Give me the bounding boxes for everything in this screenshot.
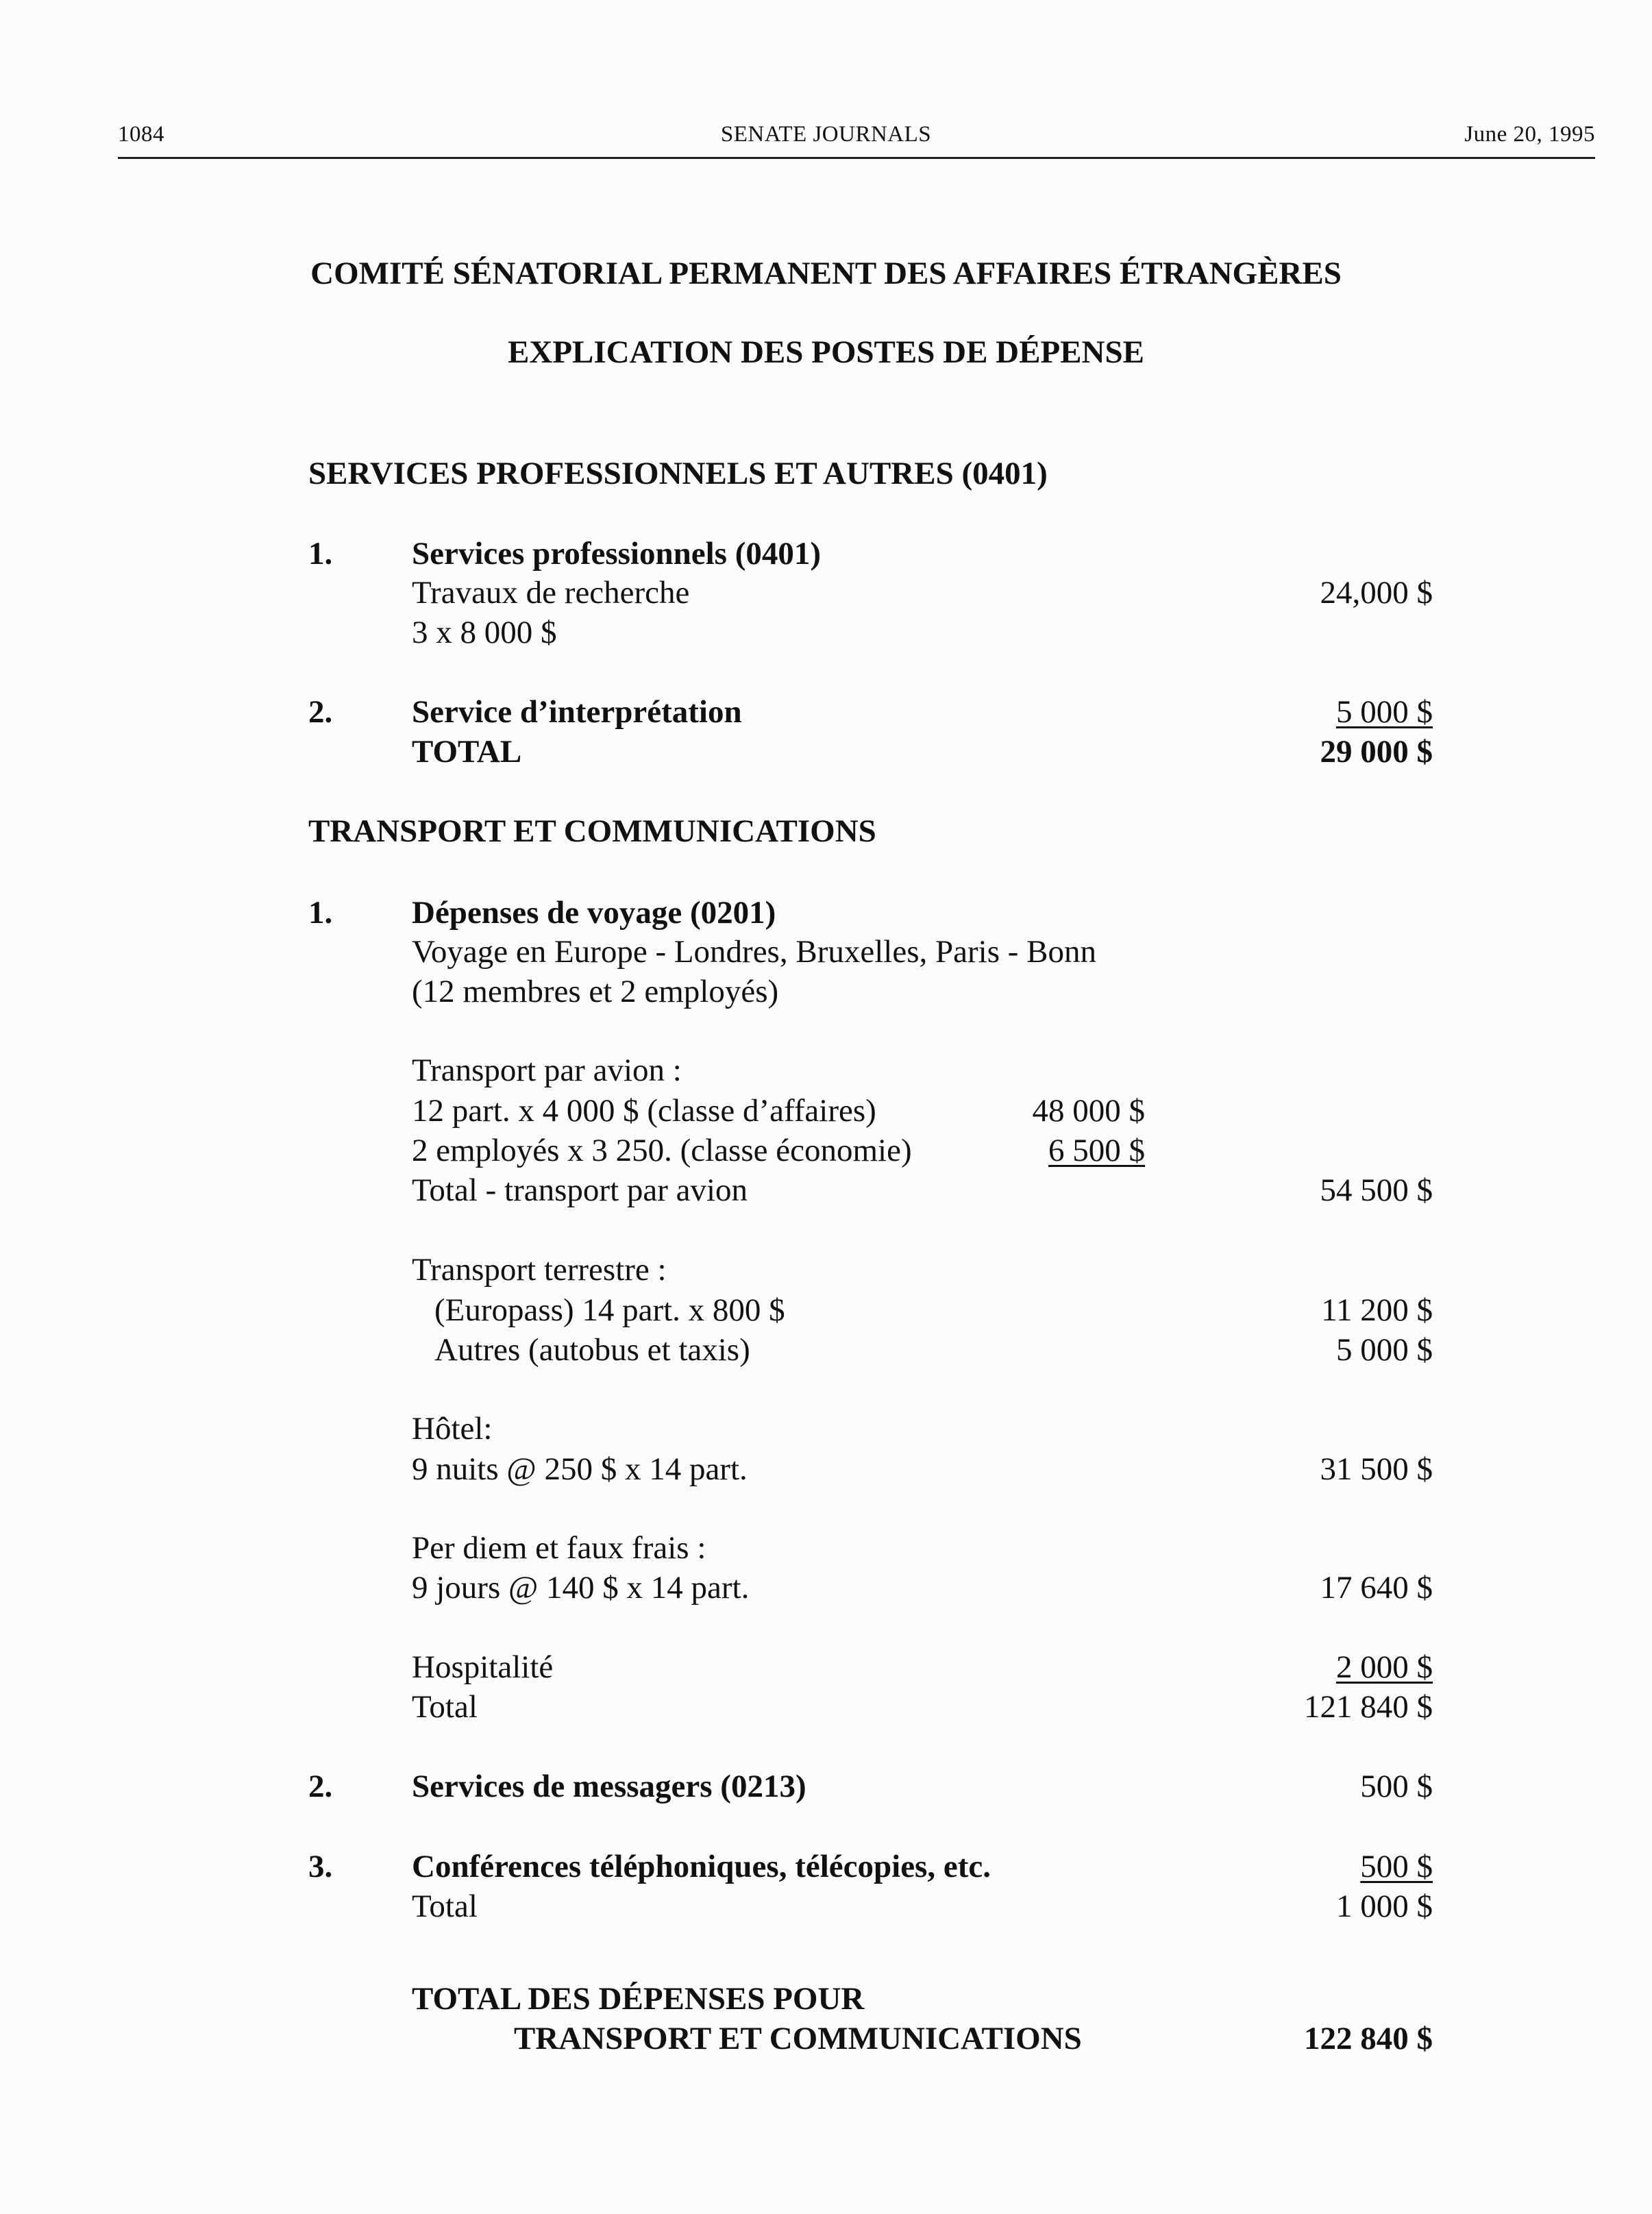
grand-total-line1: TOTAL DES DÉPENSES POUR: [412, 1981, 865, 2017]
hotel-row: 9 nuits @ 250 $ x 14 part.: [412, 1451, 748, 1487]
transport-item3-total-label: Total: [412, 1889, 478, 1924]
grand-total-amount: 122 840 $: [1304, 2021, 1433, 2056]
avion-row1: 12 part. x 4 000 $ (classe d’affaires): [412, 1093, 876, 1129]
hospitalite-label: Hospitalité: [412, 1649, 554, 1685]
transport-item1-line2: (12 membres et 2 employés): [412, 974, 779, 1009]
header-rule: [118, 157, 1595, 159]
avion-total-label: Total - transport par avion: [412, 1172, 748, 1208]
hospitalite-amount: 2 000 $: [1336, 1649, 1433, 1685]
voyage-total-label: Total: [412, 1689, 478, 1725]
services-item1-number: 1.: [308, 536, 333, 571]
avion-row1-amount: 48 000 $: [1032, 1093, 1145, 1129]
avion-row2-amount: 6 500 $: [1048, 1133, 1145, 1168]
services-item1-line2: 3 x 8 000 $: [412, 615, 557, 650]
avion-total-amount: 54 500 $: [1320, 1172, 1433, 1208]
terrestre-row1-amount: 11 200 $: [1321, 1292, 1433, 1328]
committee-title: COMITÉ SÉNATORIAL PERMANENT DES AFFAIRES ÉTRANGÈRES: [310, 256, 1342, 291]
services-item1-label: Services professionnels (0401): [412, 536, 822, 571]
hotel-amount: 31 500 $: [1320, 1451, 1433, 1487]
transport-item3-label: Conférences téléphoniques, télécopies, etc.: [412, 1849, 991, 1884]
journal-title: SENATE JOURNALS: [720, 122, 932, 147]
hotel-label: Hôtel:: [412, 1411, 493, 1447]
avion-label: Transport par avion :: [412, 1053, 682, 1088]
perdiem-row: 9 jours @ 140 $ x 14 part.: [412, 1570, 750, 1606]
transport-item3-amount: 500 $: [1360, 1849, 1433, 1884]
terrestre-label: Transport terrestre :: [412, 1252, 667, 1288]
transport-item3-total-amount: 1 000 $: [1336, 1889, 1433, 1924]
services-item1-amount: 24,000 $: [1320, 575, 1433, 611]
transport-item1-line1: Voyage en Europe - Londres, Bruxelles, Paris - Bonn: [412, 934, 1096, 970]
section-heading-services: SERVICES PROFESSIONNELS ET AUTRES (0401): [308, 456, 1048, 491]
services-item1-line1: Travaux de recherche: [412, 575, 690, 611]
page-number: 1084: [118, 122, 164, 147]
services-total-amount: 29 000 $: [1320, 734, 1433, 770]
document-subtitle: EXPLICATION DES POSTES DE DÉPENSE: [508, 334, 1144, 370]
transport-item1-number: 1.: [308, 895, 333, 931]
transport-item2-amount: 500 $: [1360, 1769, 1433, 1804]
terrestre-row2: Autres (autobus et taxis): [434, 1332, 750, 1368]
services-total-label: TOTAL: [412, 734, 522, 770]
transport-item3-number: 3.: [308, 1849, 333, 1884]
transport-item2-number: 2.: [308, 1769, 333, 1804]
services-item2-amount: 5 000 $: [1336, 694, 1433, 730]
grand-total-line2: TRANSPORT ET COMMUNICATIONS: [514, 2021, 1082, 2056]
services-item2-number: 2.: [308, 694, 333, 730]
voyage-total-amount: 121 840 $: [1304, 1689, 1433, 1725]
perdiem-amount: 17 640 $: [1320, 1570, 1433, 1606]
section-heading-transport: TRANSPORT ET COMMUNICATIONS: [308, 813, 876, 849]
terrestre-row2-amount: 5 000 $: [1336, 1332, 1433, 1368]
transport-item1-label: Dépenses de voyage (0201): [412, 895, 776, 931]
perdiem-label: Per diem et faux frais :: [412, 1530, 706, 1566]
terrestre-row1: (Europass) 14 part. x 800 $: [434, 1292, 785, 1328]
page-date: June 20, 1995: [1464, 122, 1595, 147]
services-item2-label: Service d’interprétation: [412, 694, 742, 730]
transport-item2-label: Services de messagers (0213): [412, 1769, 806, 1804]
avion-row2: 2 employés x 3 250. (classe économie): [412, 1133, 912, 1168]
